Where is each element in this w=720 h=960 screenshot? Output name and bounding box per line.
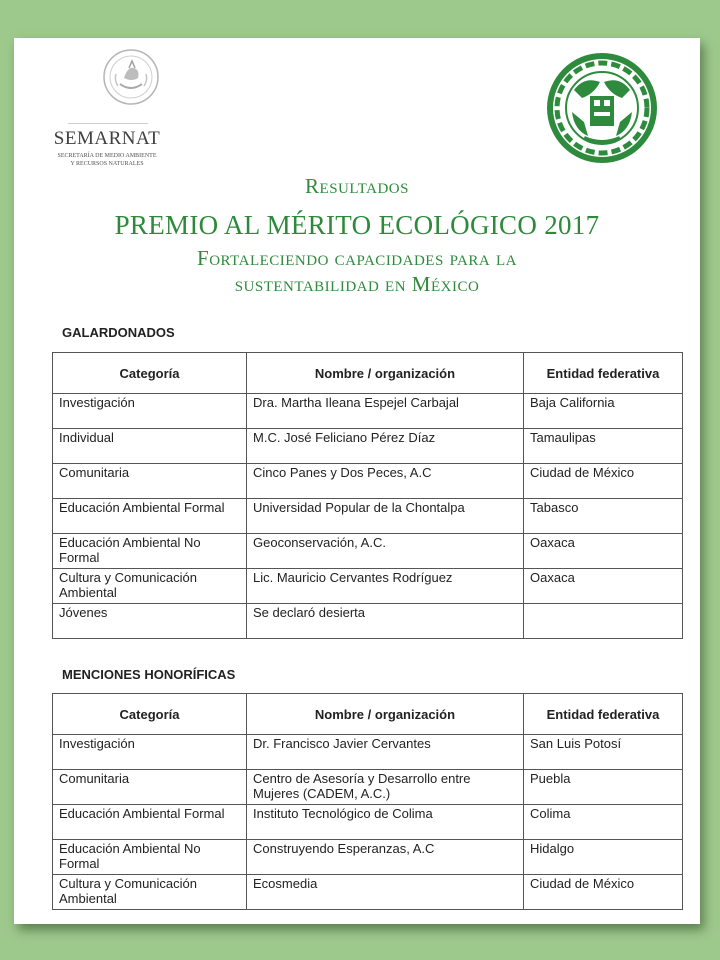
- cell-categoria: Investigación: [53, 394, 247, 429]
- column-header-entidad: Entidad federativa: [524, 694, 683, 735]
- cell-categoria: Comunitaria: [53, 770, 247, 805]
- cell-categoria: Individual: [53, 429, 247, 464]
- cell-categoria: Educación Ambiental No Formal: [53, 840, 247, 875]
- table-row: [53, 875, 683, 910]
- cell-categoria: Cultura y Comunicación Ambiental: [53, 875, 247, 910]
- award-title: PREMIO AL MÉRITO ECOLÓGICO 2017: [114, 210, 600, 240]
- table-header-row: [53, 694, 683, 735]
- award-subtitle-line1: Fortaleciendo capacidades para la: [197, 246, 517, 270]
- table-row: [53, 569, 683, 604]
- cell-categoria: Cultura y Comunicación Ambiental: [53, 569, 247, 604]
- column-header-categoria: Categoría: [53, 694, 247, 735]
- table-row: [53, 840, 683, 875]
- agency-name: SEMARNAT: [53, 128, 161, 149]
- table-row: [53, 805, 683, 840]
- cell-categoria: Educación Ambiental No Formal: [53, 534, 247, 569]
- cell-entidad: Puebla: [524, 770, 683, 805]
- cell-entidad: Ciudad de México: [524, 875, 683, 910]
- logo-divider: [68, 123, 148, 124]
- document-page: [14, 38, 700, 924]
- table-row: [53, 604, 683, 639]
- mexican-coat-of-arms-icon: [102, 48, 160, 106]
- cell-nombre: Dr. Francisco Javier Cervantes: [247, 735, 524, 770]
- galardonados-table: [52, 352, 683, 639]
- cell-nombre: Instituto Tecnológico de Colima: [247, 805, 524, 840]
- award-subtitle-line2: sustentabilidad en México: [234, 272, 480, 296]
- cell-entidad: Tamaulipas: [524, 429, 683, 464]
- table-row: [53, 770, 683, 805]
- cell-categoria: Educación Ambiental Formal: [53, 805, 247, 840]
- cell-nombre: Universidad Popular de la Chontalpa: [247, 499, 524, 534]
- column-header-nombre: Nombre / organización: [247, 353, 524, 394]
- results-heading: Resultados: [305, 174, 409, 198]
- table-row: [53, 499, 683, 534]
- cell-categoria: Jóvenes: [53, 604, 247, 639]
- cell-entidad: Baja California: [524, 394, 683, 429]
- table-row: [53, 735, 683, 770]
- cell-categoria: Educación Ambiental Formal: [53, 499, 247, 534]
- cell-nombre: Construyendo Esperanzas, A.C: [247, 840, 524, 875]
- cell-entidad: San Luis Potosí: [524, 735, 683, 770]
- cell-entidad: Tabasco: [524, 499, 683, 534]
- cell-nombre: Geoconservación, A.C.: [247, 534, 524, 569]
- cell-entidad: Oaxaca: [524, 534, 683, 569]
- cell-nombre: Lic. Mauricio Cervantes Rodríguez: [247, 569, 524, 604]
- section-label-menciones: MENCIONES HONORÍFICAS: [62, 667, 236, 682]
- column-header-entidad: Entidad federativa: [524, 353, 683, 394]
- table-row: [53, 534, 683, 569]
- table-header-row: [53, 353, 683, 394]
- cell-entidad: Ciudad de México: [524, 464, 683, 499]
- agency-subtitle: SECRETARÍA DE MEDIO AMBIENTE Y RECURSOS NATURALES: [57, 153, 157, 167]
- section-label-galardonados: GALARDONADOS: [62, 325, 175, 340]
- cell-entidad: Colima: [524, 805, 683, 840]
- cell-entidad: [524, 604, 683, 639]
- column-header-nombre: Nombre / organización: [247, 694, 524, 735]
- cell-nombre: Se declaró desierta: [247, 604, 524, 639]
- table-row: [53, 394, 683, 429]
- cell-categoria: Investigación: [53, 735, 247, 770]
- cell-entidad: Oaxaca: [524, 569, 683, 604]
- cell-nombre: Ecosmedia: [247, 875, 524, 910]
- cell-nombre: M.C. José Feliciano Pérez Díaz: [247, 429, 524, 464]
- table-row: [53, 429, 683, 464]
- menciones-table: [52, 693, 683, 910]
- cell-nombre: Centro de Asesoría y Desarrollo entre Mujeres (CADEM, A.C.): [247, 770, 524, 805]
- cell-categoria: Comunitaria: [53, 464, 247, 499]
- cell-entidad: Hidalgo: [524, 840, 683, 875]
- table-row: [53, 464, 683, 499]
- column-header-categoria: Categoría: [53, 353, 247, 394]
- award-seal-icon: [544, 50, 660, 166]
- cell-nombre: Cinco Panes y Dos Peces, A.C: [247, 464, 524, 499]
- cell-nombre: Dra. Martha Ileana Espejel Carbajal: [247, 394, 524, 429]
